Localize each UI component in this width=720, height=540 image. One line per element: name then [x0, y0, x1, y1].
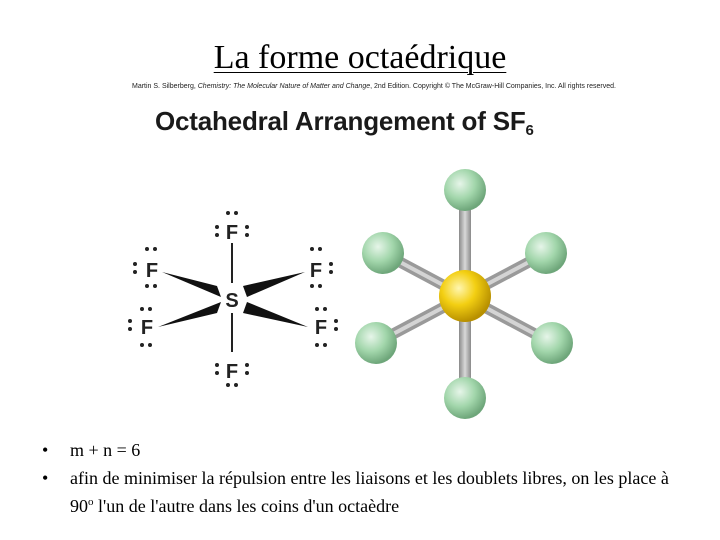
fluorine-label-upper-left: F [145, 260, 159, 282]
wedge-bond-lower-left [158, 302, 221, 327]
fluorine-atom-top [444, 169, 486, 211]
fluorine-label-top: F [225, 222, 239, 244]
fluorine-label-upper-right: F [309, 260, 323, 282]
bullet-text-2b: l'un de l'autre dans les coins d'un octaèdre [93, 496, 400, 516]
fluorine-atom-bottom [444, 377, 486, 419]
bullet-marker: • [42, 468, 49, 488]
copyright-author: Martin S. Silberberg, [132, 83, 198, 90]
fluorine-label-lower-left: F [140, 317, 154, 339]
fluorine-atom-upper-right [525, 232, 567, 274]
wedge-bond-upper-right [243, 272, 305, 297]
fluorine-label-bottom: F [225, 361, 239, 383]
bullet-item [40, 466, 680, 518]
bullet-text-1: m + n = 6 [70, 440, 141, 460]
wedge-bond-lower-right [243, 302, 308, 327]
copyright-edition: , 2nd Edition. Copyright © The McGraw-Hill Companies, Inc. All rights reserved. [370, 83, 616, 90]
lewis-structure [128, 211, 338, 387]
bullet-item [40, 438, 680, 462]
degree-superscript: o [88, 496, 94, 508]
figure-heading-subscript: 6 [525, 122, 534, 139]
copyright-book: Chemistry: The Molecular Nature of Matter and Change [197, 83, 371, 90]
slide-title-text: La forme octaédrique [213, 39, 507, 76]
sulfur-atom [439, 270, 491, 322]
wedge-bond-upper-left [162, 272, 221, 297]
fluorine-atom-upper-left [362, 232, 404, 274]
ball-and-stick-model [355, 169, 573, 419]
figure-heading-main: Octahedral Arrangement of SF [155, 106, 526, 136]
fluorine-label-lower-right: F [314, 317, 328, 339]
fluorine-atom-lower-right [531, 322, 573, 364]
fluorine-atom-lower-left [355, 322, 397, 364]
bullet-list [40, 438, 680, 522]
bullet-marker: • [42, 440, 49, 460]
sulfur-label: S [225, 290, 239, 312]
bullet-text-2a: afin de minimiser la répulsion entre les liaisons et les doublets libres, on les place à 90 [70, 468, 669, 516]
